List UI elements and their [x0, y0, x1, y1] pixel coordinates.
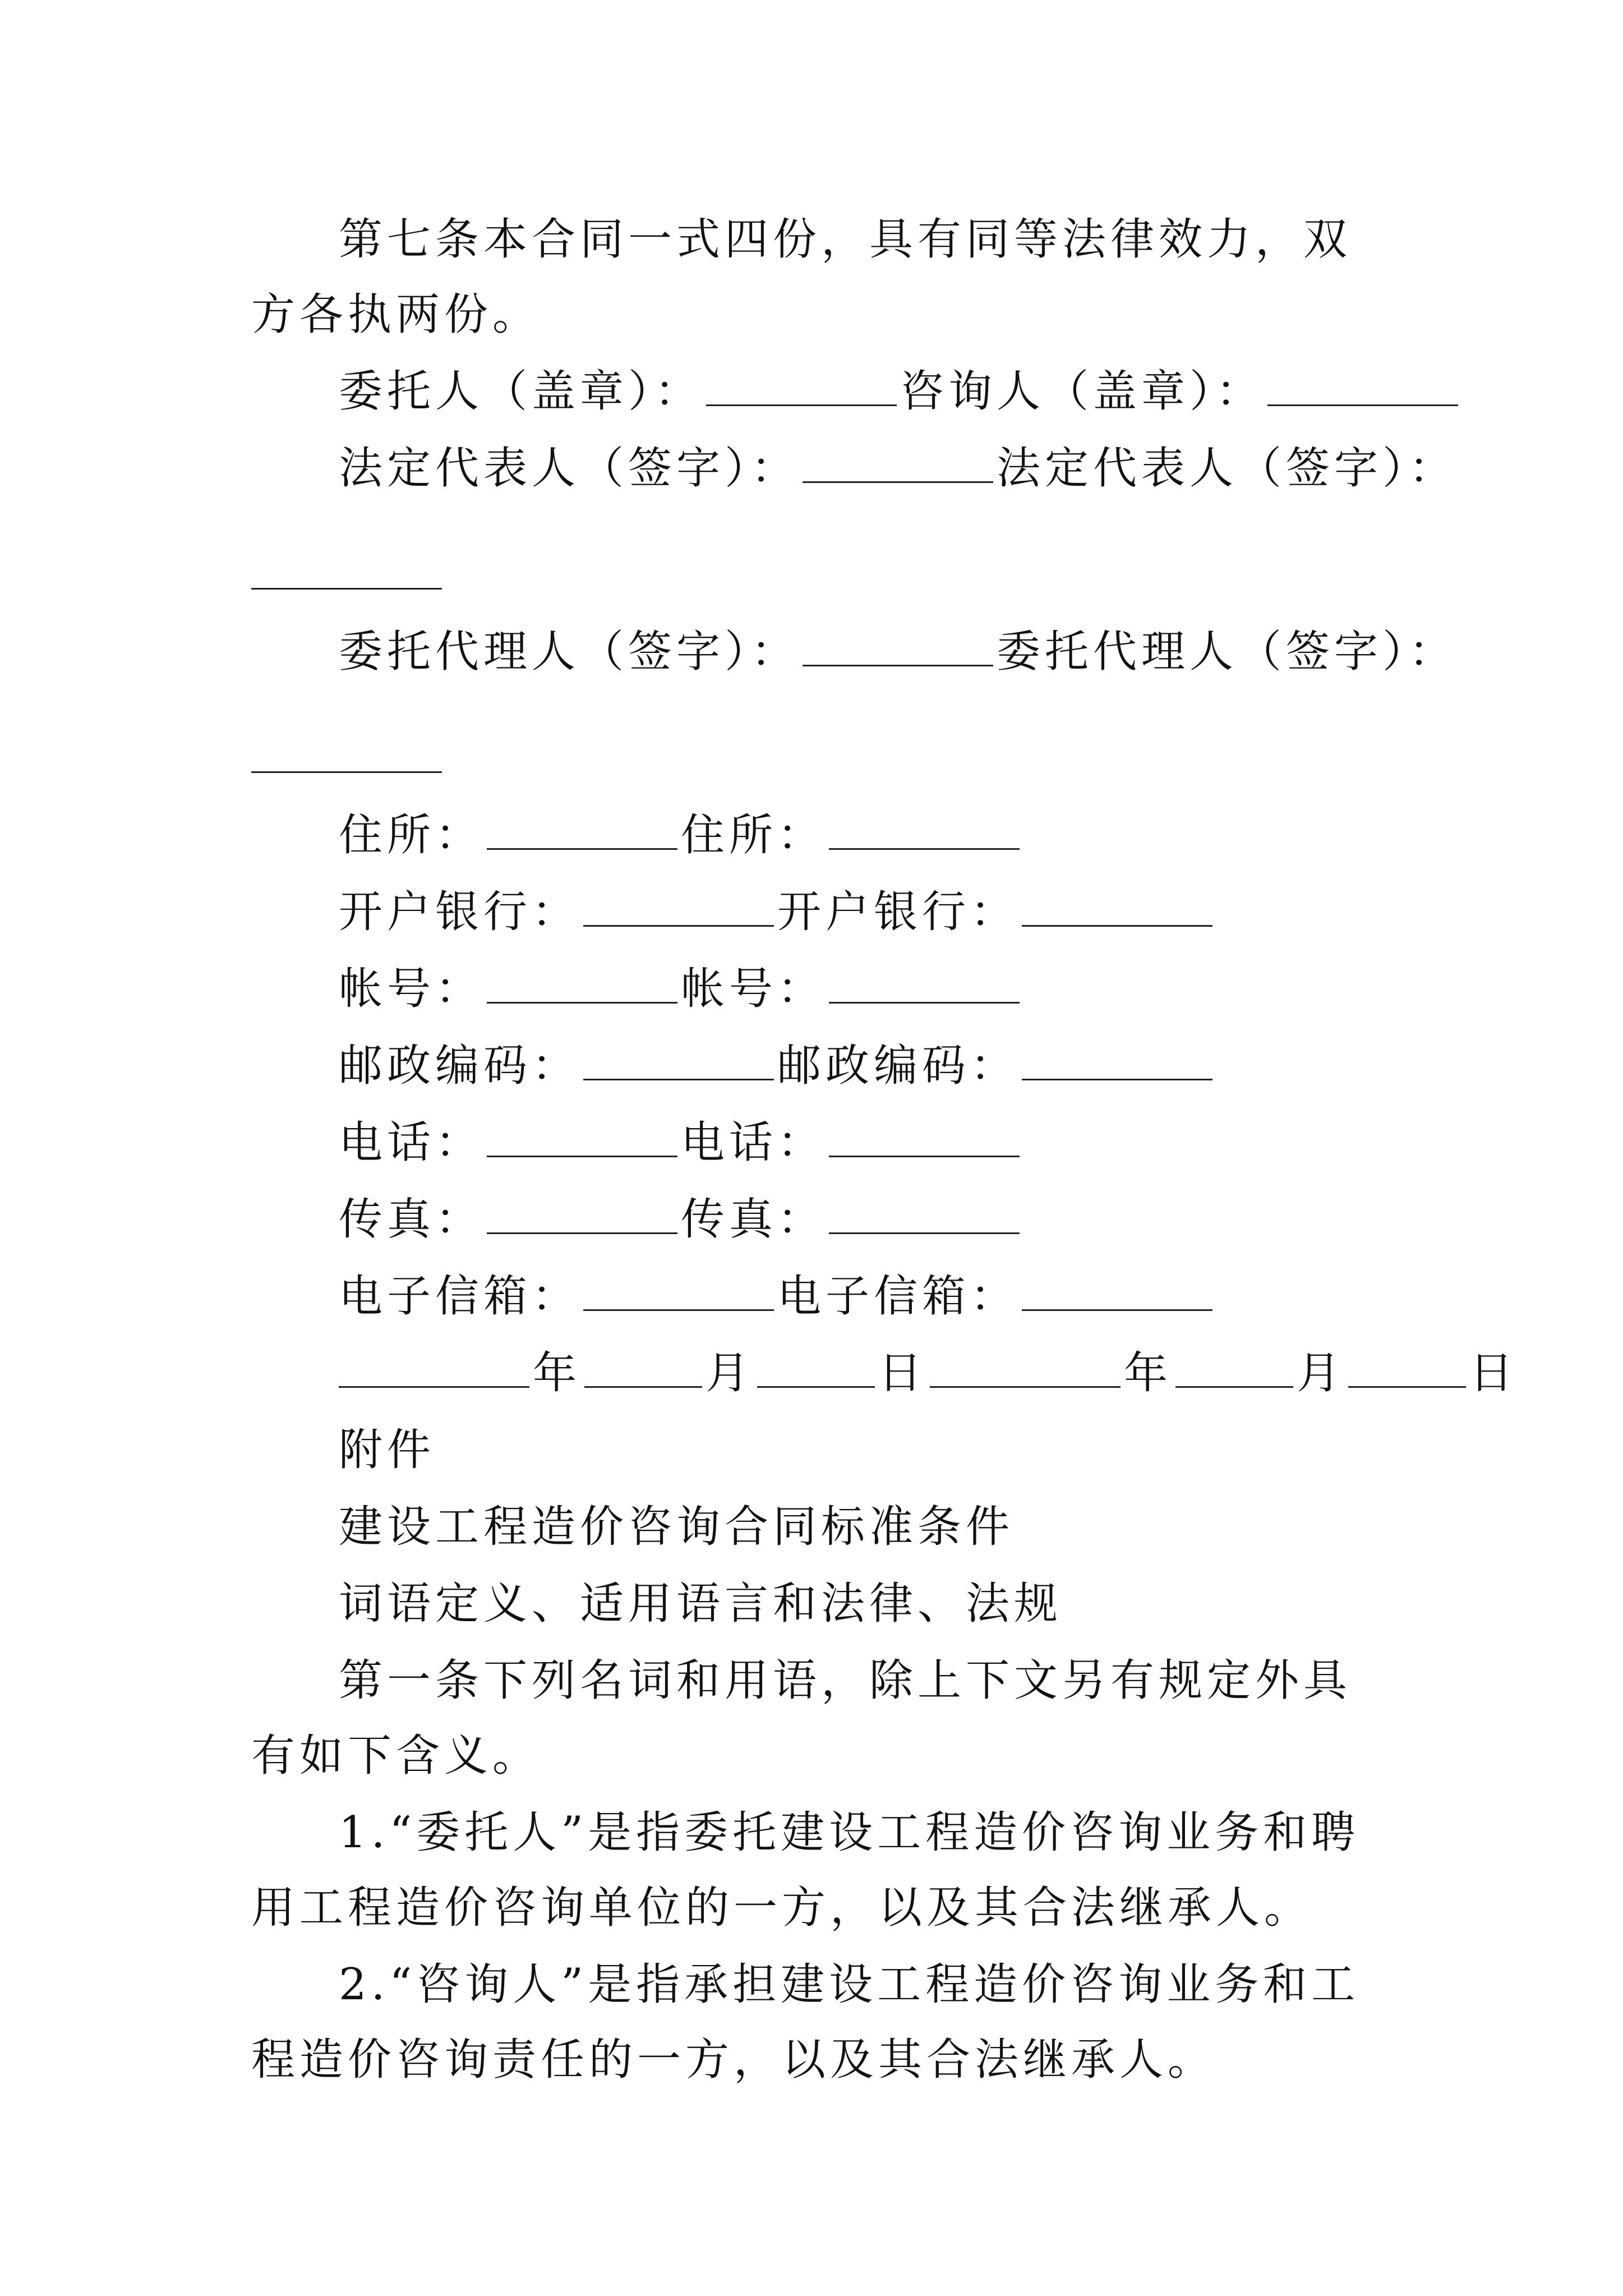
- month-label-2: 月: [1297, 1348, 1345, 1398]
- month-blank-1[interactable]: [584, 1381, 702, 1388]
- year-blank-1[interactable]: [339, 1381, 529, 1388]
- consultant-seal-label: 咨询人（盖章）：: [900, 366, 1265, 417]
- address-label-2: 住所：: [681, 810, 826, 861]
- phone-label-1: 电话：: [339, 1117, 484, 1168]
- agent-label-2: 委托代理人（签字）：: [997, 627, 1458, 677]
- contract-body: [251, 202, 1518, 2099]
- email-row: [251, 1259, 1384, 1334]
- postcode-blank-2[interactable]: [1022, 1073, 1212, 1080]
- address-blank-2[interactable]: [829, 843, 1020, 850]
- bank-label-1: 开户银行：: [339, 887, 580, 937]
- section-title: 词语定义、适用语言和法律、法规: [339, 1579, 1063, 1629]
- month-label-1: 月: [706, 1348, 754, 1398]
- bank-blank-1[interactable]: [583, 919, 774, 927]
- legal-rep-label-2: 法定代表人（签字）：: [997, 443, 1458, 494]
- day-label-1: 日: [878, 1348, 927, 1398]
- month-blank-2[interactable]: [1175, 1381, 1293, 1388]
- email-blank-1[interactable]: [583, 1304, 774, 1311]
- seal-row: [251, 354, 1384, 429]
- bank-blank-2[interactable]: [1022, 919, 1212, 927]
- agent-blank-2[interactable]: [251, 766, 442, 773]
- fax-blank-2[interactable]: [829, 1227, 1020, 1234]
- phone-blank-1[interactable]: [487, 1150, 677, 1157]
- email-label-2: 电子信箱：: [777, 1271, 1019, 1322]
- postcode-label-2: 邮政编码：: [777, 1041, 1019, 1091]
- consultant-seal-blank[interactable]: [1267, 399, 1458, 406]
- postcode-row: [251, 1028, 1384, 1103]
- legal-rep-continuation: [251, 537, 1384, 613]
- fax-label-1: 传真：: [339, 1194, 484, 1245]
- agent-blank-1[interactable]: [803, 659, 993, 666]
- appendix-heading: 附件: [339, 1425, 436, 1475]
- account-label-2: 帐号：: [681, 964, 826, 1014]
- agent-label-1: 委托代理人（签字）：: [339, 627, 800, 677]
- day-label-2: 日: [1469, 1348, 1518, 1398]
- phone-row: [251, 1105, 1384, 1180]
- legal-rep-label-1: 法定代表人（签字）：: [339, 443, 800, 494]
- phone-blank-2[interactable]: [829, 1150, 1020, 1157]
- postcode-blank-1[interactable]: [583, 1073, 774, 1080]
- fax-row: [251, 1182, 1384, 1257]
- article-1: 第一条下列名词和用语，除上下文另有规定外具有如下含义。: [251, 1655, 1352, 1781]
- date-row: [251, 1336, 1518, 1411]
- definition-2: 2.“咨询人”是指承担建设工程造价咨询业务和工程造价咨询责任的一方，以及其合法继承人。: [251, 1959, 1360, 2085]
- conditions-title: 建设工程造价咨询合同标准条件: [339, 1502, 1015, 1552]
- bank-row: [251, 875, 1384, 950]
- email-label-1: 电子信箱：: [339, 1271, 580, 1322]
- address-blank-1[interactable]: [487, 843, 677, 850]
- article-7: 第七条本合同一式四份，具有同等法律效力，双方各执两份。: [251, 214, 1352, 340]
- legal-rep-blank-1[interactable]: [803, 476, 993, 483]
- address-row: [251, 798, 1384, 873]
- year-label-1: 年: [533, 1348, 582, 1398]
- year-label-2: 年: [1124, 1348, 1173, 1398]
- address-label-1: 住所：: [339, 810, 484, 861]
- agent-continuation: [251, 721, 1384, 796]
- account-blank-1[interactable]: [487, 996, 677, 1004]
- account-label-1: 帐号：: [339, 964, 484, 1014]
- day-blank-1[interactable]: [757, 1381, 875, 1388]
- client-seal-blank[interactable]: [706, 399, 897, 406]
- email-blank-2[interactable]: [1022, 1304, 1212, 1311]
- account-row: [251, 951, 1384, 1027]
- bank-label-2: 开户银行：: [777, 887, 1019, 937]
- year-blank-2[interactable]: [930, 1381, 1121, 1388]
- day-blank-2[interactable]: [1348, 1381, 1466, 1388]
- definition-1: 1.“委托人”是指委托建设工程造价咨询业务和聘用工程造价咨询单位的一方，以及其合法继承人。: [251, 1807, 1360, 1933]
- phone-label-2: 电话：: [681, 1117, 826, 1168]
- agent-row: [251, 614, 1458, 689]
- fax-blank-1[interactable]: [487, 1227, 677, 1234]
- postcode-label-1: 邮政编码：: [339, 1041, 580, 1091]
- fax-label-2: 传真：: [681, 1194, 826, 1245]
- legal-rep-row: [251, 431, 1458, 506]
- account-blank-2[interactable]: [829, 996, 1020, 1004]
- legal-rep-blank-2[interactable]: [251, 582, 442, 590]
- client-seal-label: 委托人（盖章）：: [339, 366, 703, 417]
